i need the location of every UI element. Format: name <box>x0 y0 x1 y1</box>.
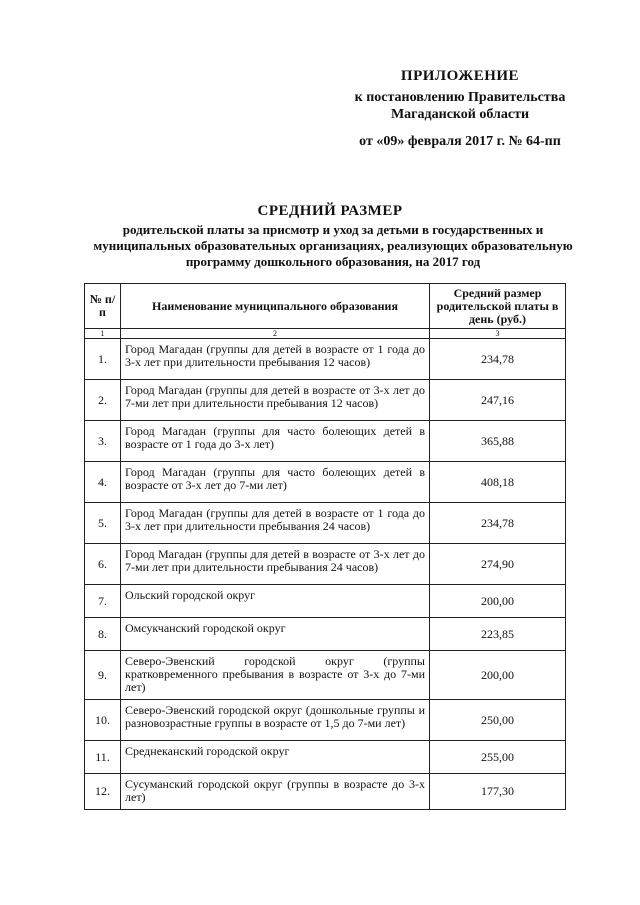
column-number-row <box>85 329 566 339</box>
row-number: 3. <box>85 421 121 462</box>
row-number: 10. <box>85 700 121 741</box>
row-value: 250,00 <box>430 700 566 741</box>
appendix-line-1: к постановлению Правительства <box>354 90 566 105</box>
row-name: Город Магадан (группы для часто болеющих детей в возрасте от 3-х лет до 7-ми лет) <box>121 462 430 503</box>
row-number: 1. <box>85 339 121 380</box>
header-name: Наименование муниципального образования <box>121 284 430 329</box>
row-value: 234,78 <box>430 339 566 380</box>
row-number: 8. <box>85 618 121 651</box>
row-name: Ольский городской округ <box>121 585 430 618</box>
row-value: 234,78 <box>430 503 566 544</box>
row-number: 6. <box>85 544 121 585</box>
table-row <box>85 700 566 741</box>
table-row <box>85 651 566 700</box>
table-row <box>85 741 566 774</box>
table-row <box>85 618 566 651</box>
row-number: 4. <box>85 462 121 503</box>
row-name: Город Магадан (группы для детей в возрасте от 3-х лет до 7-ми лет при длительности пребывания 12 часов) <box>121 380 430 421</box>
row-number: 12. <box>85 774 121 810</box>
column-number: 1 <box>85 329 121 339</box>
rates-table <box>84 283 566 810</box>
header-value: Средний размер родительской платы в день (руб.) <box>430 284 566 329</box>
row-value: 255,00 <box>430 741 566 774</box>
appendix-line-2: Магаданской области <box>390 107 530 122</box>
appendix-date: от «09» февраля 2017 г. № 64-пп <box>359 134 561 149</box>
row-name: Город Магадан (группы для детей в возрасте от 3-х лет до 7-ми лет при длительности пребывания 24 часов) <box>121 544 430 585</box>
row-name: Омсукчанский городской округ <box>121 618 430 651</box>
table-row <box>85 421 566 462</box>
table-header-row <box>85 284 566 329</box>
table-row <box>85 380 566 421</box>
row-name: Город Магадан (группы для часто болеющих детей в возрасте от 1 года до 3-х лет) <box>121 421 430 462</box>
row-value: 274,90 <box>430 544 566 585</box>
appendix-block <box>330 68 590 150</box>
row-value: 247,16 <box>430 380 566 421</box>
row-number: 5. <box>85 503 121 544</box>
table-row <box>85 462 566 503</box>
appendix-title: ПРИЛОЖЕНИЕ <box>400 68 520 84</box>
column-number: 3 <box>430 329 566 339</box>
row-number: 11. <box>85 741 121 774</box>
document-subtitle: родительской платы за присмотр и уход за детьми в государственных и муниципальных образовательных организациях, реализующих образовательную программу дошкольного образования, на 2017 год <box>93 222 573 269</box>
table-row <box>85 774 566 810</box>
row-name: Сусуманский городской округ (группы в возрасте до 3-х лет) <box>121 774 430 810</box>
table-row <box>85 544 566 585</box>
row-number: 2. <box>85 380 121 421</box>
row-name: Город Магадан (группы для детей в возрасте от 1 года до 3-х лет при длительности пребывания 12 часов) <box>121 339 430 380</box>
row-value: 365,88 <box>430 421 566 462</box>
document-title: СРЕДНИЙ РАЗМЕР <box>257 203 403 219</box>
row-name: Северо-Эвенский городской округ (группы кратковременного пребывания в возрасте от 3-х до 7-ми лет) <box>121 651 430 700</box>
row-value: 200,00 <box>430 585 566 618</box>
header-number: № п/п <box>85 284 121 329</box>
row-value: 408,18 <box>430 462 566 503</box>
row-value: 177,30 <box>430 774 566 810</box>
row-number: 7. <box>85 585 121 618</box>
row-name: Северо-Эвенский городской округ (дошкольные группы и разновозрастные группы в возрасте от 1,5 до 7-ми лет) <box>121 700 430 741</box>
row-number: 9. <box>85 651 121 700</box>
row-value: 200,00 <box>430 651 566 700</box>
row-name: Среднеканский городской округ <box>121 741 430 774</box>
table-row <box>85 503 566 544</box>
table-row <box>85 585 566 618</box>
row-value: 223,85 <box>430 618 566 651</box>
row-name: Город Магадан (группы для детей в возрасте от 1 года до 3-х лет при длительности пребывания 24 часов) <box>121 503 430 544</box>
column-number: 2 <box>121 329 430 339</box>
table-row <box>85 339 566 380</box>
